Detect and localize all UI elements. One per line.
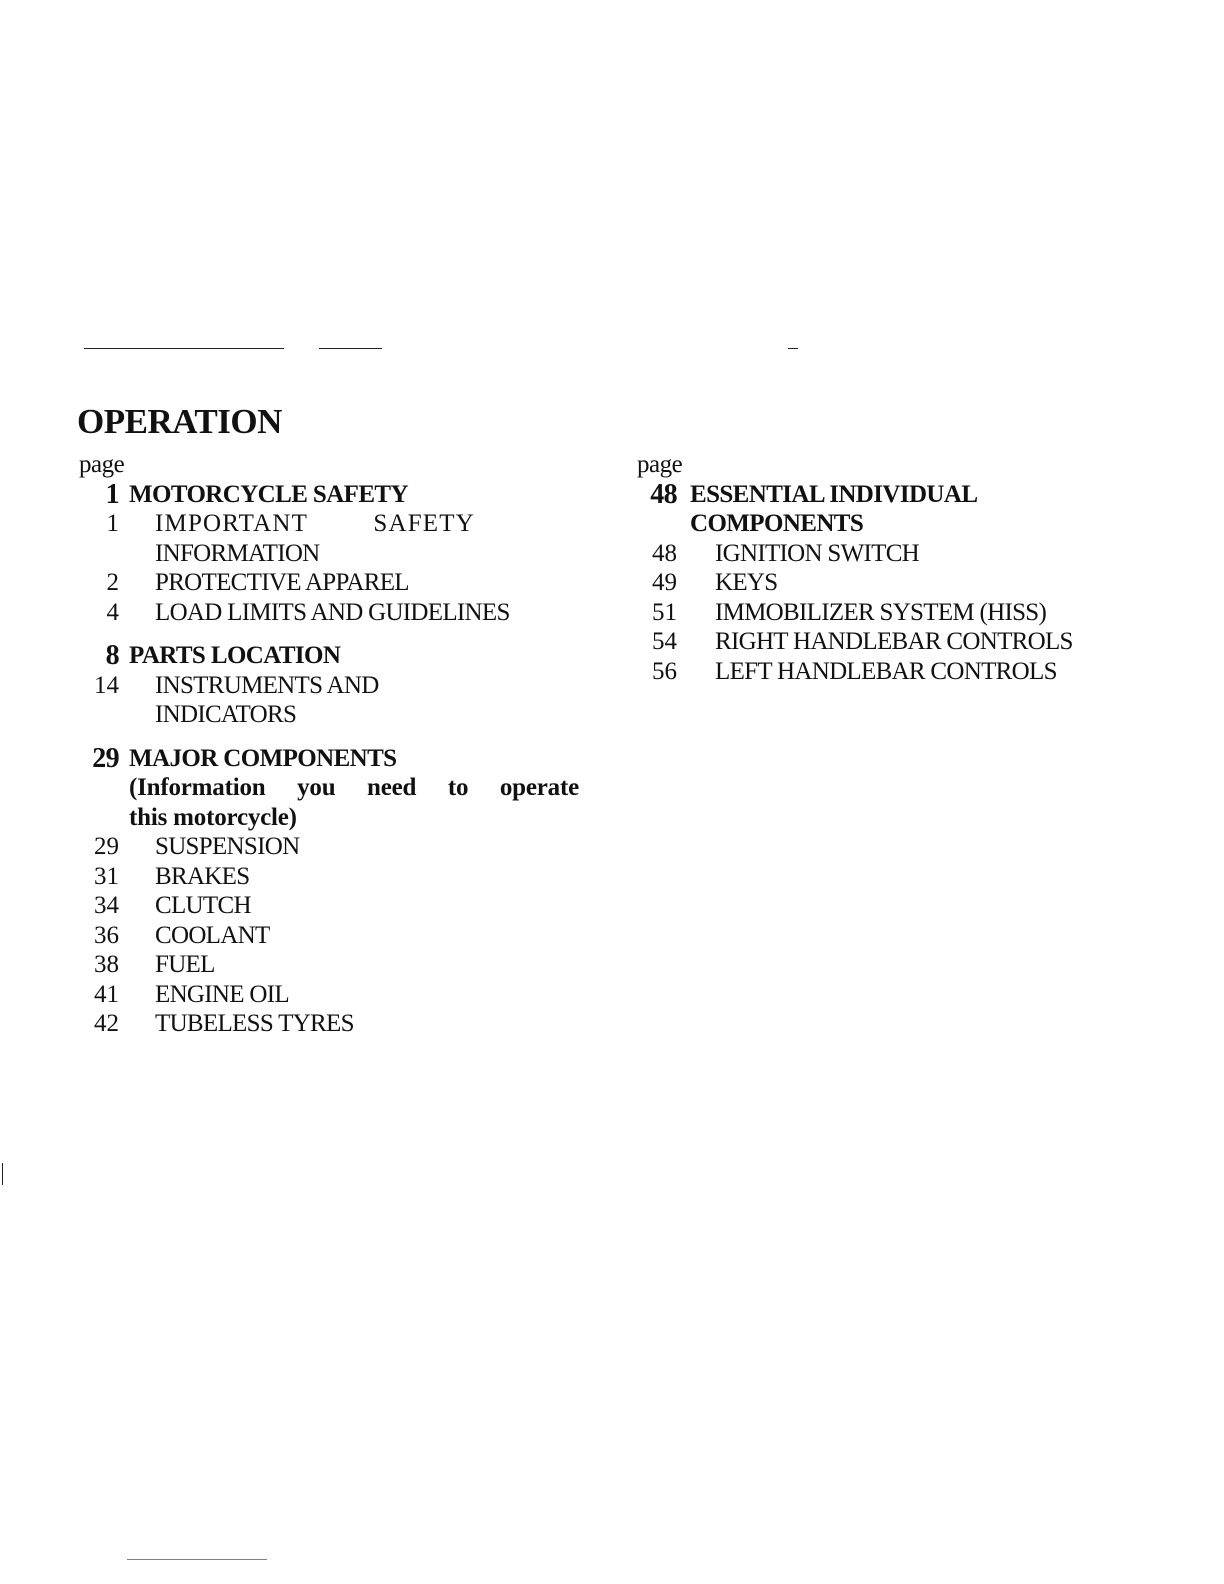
top-rule-right: [788, 348, 798, 349]
toc-heading[interactable]: [79, 744, 599, 774]
toc-entry-page: 41: [94, 980, 119, 1008]
toc-entry[interactable]: [79, 671, 599, 730]
toc-heading-title: MAJOR COMPONENTS: [129, 744, 397, 772]
toc-entry-title: COOLANT: [155, 921, 270, 949]
toc-section-major-components: [79, 744, 599, 1039]
toc-entry-title: IGNITION SWITCH: [715, 539, 920, 567]
toc-entry-page: 56: [652, 657, 677, 685]
toc-entry[interactable]: [637, 657, 1177, 687]
toc-heading-page: 8: [105, 640, 119, 671]
toc-note-line: this motorcycle): [129, 803, 297, 831]
toc-entry-line: INFORMATION: [155, 539, 320, 567]
toc-entry-title: FUEL: [155, 951, 215, 978]
toc-entry-title: [155, 509, 599, 568]
toc-entry-title: KEYS: [715, 569, 778, 596]
toc-entry[interactable]: [79, 509, 599, 568]
toc-left-column: [79, 450, 599, 1039]
toc-heading[interactable]: [637, 480, 1177, 539]
toc-entry[interactable]: [637, 598, 1177, 628]
page-column-label: page: [637, 451, 683, 478]
toc-heading-title: [690, 480, 1177, 539]
toc-entry-page: 31: [94, 862, 119, 890]
toc-entry-title: RIGHT HANDLEBAR CONTROLS: [715, 628, 1073, 655]
toc-entry-title: BRAKES: [155, 862, 250, 890]
toc-entry-page: 51: [652, 598, 677, 626]
toc-entry-page: 29: [94, 833, 119, 860]
toc-entry[interactable]: [637, 568, 1177, 598]
margin-mark: [2, 1163, 3, 1185]
toc-entry-page: 42: [94, 1010, 119, 1037]
toc-heading-page: 29: [92, 742, 119, 774]
toc-entry-page: 54: [652, 628, 677, 655]
toc-entry[interactable]: [79, 950, 599, 980]
toc-entry[interactable]: [79, 1009, 599, 1039]
top-rule-left: [84, 348, 284, 349]
toc-entry-title: SUSPENSION: [155, 833, 300, 860]
toc-entry-page: 14: [94, 671, 119, 699]
toc-note-line: (Information you need to operate: [129, 774, 579, 801]
toc-section-essential-components: [637, 480, 1177, 687]
toc-entry-title: PROTECTIVE APPAREL: [155, 569, 409, 596]
toc-entry[interactable]: [637, 627, 1177, 657]
page-title: OPERATION: [77, 402, 282, 441]
toc-entry-line: INSTRUMENTS AND: [155, 671, 379, 699]
toc-entry[interactable]: [79, 598, 599, 628]
toc-heading-line: COMPONENTS: [690, 510, 864, 537]
toc-heading-title: PARTS LOCATION: [129, 642, 341, 669]
toc-right-column: [637, 450, 1177, 686]
toc-entry-page: 36: [94, 921, 119, 949]
toc-entry-page: 49: [652, 569, 677, 596]
toc-heading[interactable]: [79, 480, 599, 510]
toc-entry-title: [155, 671, 599, 730]
top-rule-middle: [319, 348, 382, 349]
toc-section-motorcycle-safety: [79, 480, 599, 628]
toc-entry-title: TUBELESS TYRES: [155, 1010, 354, 1037]
toc-entry[interactable]: [79, 980, 599, 1010]
toc-entry-title: LOAD LIMITS AND GUIDELINES: [155, 598, 510, 626]
toc-entry-title: LEFT HANDLEBAR CONTROLS: [715, 657, 1057, 685]
toc-entry[interactable]: [79, 568, 599, 598]
toc-entry-title: IMMOBILIZER SYSTEM (HISS): [715, 598, 1047, 626]
toc-heading-line: ESSENTIAL INDIVIDUAL: [690, 480, 978, 508]
toc-entry-page: 38: [94, 951, 119, 978]
toc-entry-page: 1: [106, 510, 119, 537]
toc-entry[interactable]: [79, 921, 599, 951]
toc-entry[interactable]: [79, 832, 599, 862]
toc-heading-note: [79, 773, 599, 832]
toc-heading-page: 48: [650, 478, 677, 510]
toc-entry-page: 4: [106, 598, 119, 626]
toc-entry-page: 34: [94, 892, 119, 919]
page-column-label: page: [79, 451, 125, 478]
toc-entry-line: IMPORTANT SAFETY: [155, 510, 475, 537]
toc-heading[interactable]: [79, 641, 599, 671]
toc-entry-title: ENGINE OIL: [155, 980, 289, 1008]
toc-heading-title: MOTORCYCLE SAFETY: [129, 480, 408, 508]
toc-entry-page: 48: [652, 539, 677, 567]
toc-entry[interactable]: [637, 539, 1177, 569]
toc-entry[interactable]: [79, 862, 599, 892]
toc-heading-page: 1: [105, 478, 119, 510]
toc-entry-line: INDICATORS: [155, 701, 297, 728]
toc-entry-page: 2: [106, 569, 119, 596]
bottom-rule: [127, 1559, 267, 1560]
toc-section-parts-location: [79, 641, 599, 730]
toc-entry[interactable]: [79, 891, 599, 921]
toc-entry-title: CLUTCH: [155, 892, 251, 919]
